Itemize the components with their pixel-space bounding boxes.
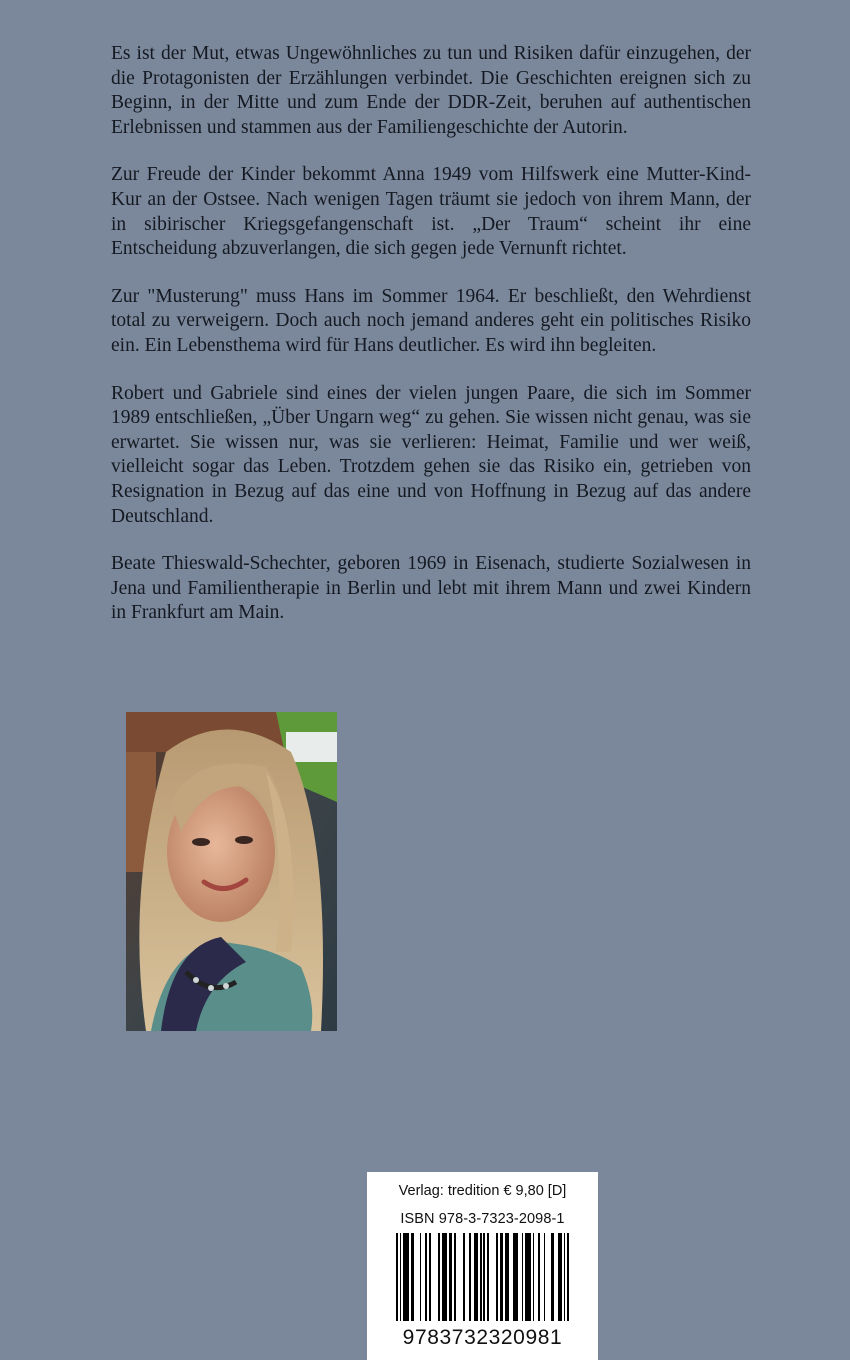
barcode-bar-29 — [567, 1233, 569, 1321]
barcode-bar-1 — [400, 1233, 402, 1321]
blurb-paragraph-ueber-ungarn: Robert und Gabriele sind eines der vielen jungen Paare, die sich im Sommer 1989 entschließen, „Über Ungarn weg“ zu gehen. Sie wissen nicht genau, was sie erwartet. Sie wissen nur, was sie verlieren: Heimat, Familie und wer weiß, vielleicht sogar das Leben. Trotzdem gehen sie das Risiko ein, getrieben von Resignation in Bezug auf das eine und von Hoffnung in Bezug auf das andere Deutschland. — [111, 382, 751, 527]
barcode-bars — [396, 1233, 569, 1321]
author-photo — [126, 712, 337, 1031]
barcode-bar-4 — [420, 1233, 422, 1321]
barcode-bar-5 — [425, 1233, 427, 1321]
ean-digits: 9783732320981 — [402, 1326, 563, 1349]
publisher-price-line — [367, 1183, 598, 1199]
barcode-bar-11 — [463, 1233, 465, 1321]
barcode-bar-7 — [438, 1233, 440, 1321]
barcode-bar-26 — [551, 1233, 555, 1321]
barcode-bar-19 — [505, 1233, 509, 1321]
blurb-paragraph-musterung: Zur "Musterung" muss Hans im Sommer 1964. Er beschließt, den Wehrdienst total zu verweigern. Doch auch noch jemand anderes geht ein politisches Risiko ein. Ein Lebensthema wird für Hans deutlicher. Es wird ihn begleiten. — [111, 285, 751, 356]
price: € 9,80 [D] — [503, 1183, 567, 1199]
barcode-bar-8 — [442, 1233, 447, 1321]
blurb-paragraph-intro: Es ist der Mut, etwas Ungewöhnliches zu tun und Risiken dafür einzugehen, der die Protagonisten der Erzählungen verbindet. Die Geschichten ereignen sich zu Beginn, in der Mitte und zum Ende der DDR-Zeit, beruhen auf authentischen Erlebnissen und stammen aus der Familiengeschichte der Autorin. — [111, 43, 751, 138]
barcode-bar-14 — [480, 1233, 482, 1321]
barcode-bar-25 — [544, 1233, 546, 1321]
barcode-bar-12 — [469, 1233, 471, 1321]
barcode-bar-13 — [474, 1233, 478, 1321]
barcode-bar-20 — [513, 1233, 518, 1321]
barcode-bar-15 — [483, 1233, 485, 1321]
barcode-bar-10 — [454, 1233, 456, 1321]
isbn-barcode-label — [367, 1172, 598, 1360]
barcode-bar-6 — [429, 1233, 431, 1321]
barcode-bar-3 — [411, 1233, 415, 1321]
barcode-bar-9 — [449, 1233, 453, 1321]
barcode-bar-27 — [558, 1233, 562, 1321]
barcode-bar-28 — [564, 1233, 566, 1321]
blurb-paragraph-der-traum: Zur Freude der Kinder bekommt Anna 1949 vom Hilfswerk eine Mutter-Kind-Kur an der Ostsee. Nach wenigen Tagen träumt sie jedoch von ihrem Mann, der in sibirischer Kriegsgefangenschaft ist. „Der Traum“ scheint ihr eine Entscheidung abzuverlangen, die sich gegen jede Vernunft richtet. — [111, 164, 751, 260]
barcode-bar-16 — [487, 1233, 489, 1321]
author-bio: Beate Thieswald-Schechter, geboren 1969 in Eisenach, studierte Sozialwesen in Jena und Familientherapie in Berlin und lebt mit ihrem Mann und zwei Kindern in Frankfurt am Main. — [111, 553, 751, 624]
publisher: Verlag: tredition — [398, 1183, 500, 1199]
barcode-bar-23 — [533, 1233, 535, 1321]
barcode-bar-0 — [396, 1233, 398, 1321]
barcode-bar-24 — [538, 1233, 540, 1321]
barcode-bar-17 — [496, 1233, 498, 1321]
barcode-bar-2 — [403, 1233, 408, 1321]
barcode-bar-18 — [500, 1233, 504, 1321]
barcode-bar-21 — [522, 1233, 524, 1321]
barcode-bar-22 — [525, 1233, 530, 1321]
isbn-number: ISBN 978-3-7323-2098-1 — [400, 1211, 565, 1227]
back-cover-blurb — [111, 42, 751, 649]
